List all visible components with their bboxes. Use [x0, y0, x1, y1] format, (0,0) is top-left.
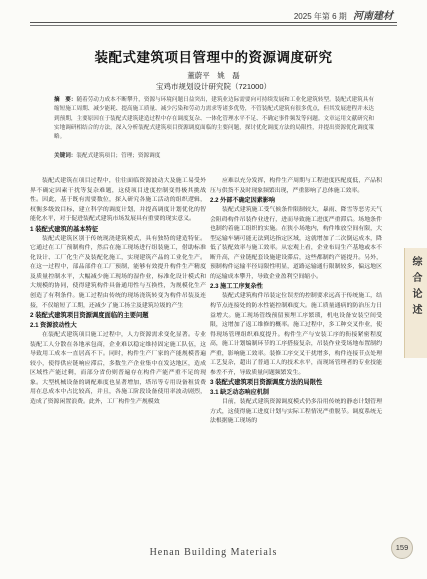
body-paragraph: 在装配式建筑项目施工过程中，人力资源需求变化显著。专业装配工人分散在各地承包商，企业难以稳定维持固定施工队伍，这导致用工成本一直居高不下。同时，构件生产厂家的产能规模普遍较小，使得供应链响应滞后，多数生产企业集中在发达地区，造成区域性产能过剩，而部分省份则普遍存在构件产能严重不足的现象。大型机械设备的调配难度也显著增加，塔吊等专用设备租赁费用在总成本中占比较高，并且，各施工阶段设备使用率波动剧烈，造成了资源闲置浪费。此外，工厂构件生产规模效 [30, 332, 206, 405]
article-title: 装配式建筑项目管理中的资源调度研究 [94, 50, 333, 66]
header-rule [30, 22, 397, 23]
section-heading: 2.2 外部不确定因素影响 [210, 197, 276, 205]
section-heading: 2.1 资源波动性大 [30, 322, 77, 330]
body-column-left [30, 177, 206, 407]
section-heading: 3 装配式建筑项目资源调度方法的局限性 [210, 379, 323, 387]
header-issue-line [294, 7, 393, 22]
page-header [0, 0, 427, 40]
article-authors: 董蔚平 姚 磊 [187, 71, 240, 80]
abstract-label: 摘 要： [54, 97, 77, 103]
section-side-tab [404, 248, 427, 358]
body-paragraph: 应难以充分发挥，构件生产周期与工程进度匹配度低，产品积压与供货不及时现象频繁出现，严重影响了总体施工效率。 [210, 178, 382, 194]
section-heading: 2.3 施工工序复杂性 [210, 283, 263, 291]
section-heading: 3.1 缺乏动态响应机制 [210, 389, 269, 397]
section-heading: 2 装配式建筑项目资源调度面临的主要问题 [30, 312, 149, 320]
body-paragraph: 装配式建筑区别于传统现浇建筑模式，具有独特的建造特征。它通过在工厂预制构件，然后在施工现场进行组装施工，借助标准化设计、工厂化生产及装配化施工，实现建筑产品的工业化生产。在这一过程中，部品部件在工厂预制，能够有效提升构件生产精度及质量控制水平，大幅减少施工现场的湿作业，标准化设计模式和大规模的协同，使得建筑构件具备通用性与互换性，为规模化生产创造了有利条件。施工过程由传统的现场浇筑转变为构件吊装及连接，不仅缩短了工期，还减少了施工扬尘及建筑垃圾的产生 [30, 235, 206, 309]
body-paragraph: 装配式建筑在项目过程中，往往面临资源波动大及施工易受外界不确定因素干扰等复杂难题，这使项目进度控制变得极其挑战性。因此，基于既有需要数位，探入研究各施工活动的组织逻辑，权衡多级效目标，建立科学的调度计划，并提高调度计划优化的智能化水平，对于促进装配式建筑市场发展具有重要的现实意义。 [30, 178, 206, 223]
body-paragraph: 装配式建筑构件吊装定位误差的控制要求远高于传统施工，结构节点连接处的防水性能控制难度大。施工质量通病的防治压力日益增大。施工现场管线预留预埋工序繁琐，机电设备安装空间受限，这增加了返工维修的概率。施工过程中，多工种交叉作业，使得现场管理组织难度提升。构件生产与安装工序的衔接紧密程度高，施工计划编制环节的工序搭接复杂，吊装作业受场地布置制约严重，影响施工效率。装修工序交叉干扰增多，构件连接节点处理工艺复杂，超出了普通工人的技术水平，而现场管理者的专业技能参差不齐，导致质量问题频繁发生。 [210, 293, 382, 376]
body-paragraph: 目前，装配式建筑资源调度模式仍多沿用传统的静态计划管理方式，这使得施工进度计划与实际工程情况严重脱节。调度系统无法根据施工现场的 [210, 399, 382, 425]
page-number: 159 [391, 537, 413, 559]
body-column-right [210, 177, 382, 427]
header-issue: 2025 年第 6 期 [293, 12, 347, 21]
keywords-label: 关键词： [54, 153, 77, 159]
body-paragraph: 装配式建筑施工受气候条件限制较大，暴雨、降雪等恶劣天气会阻碍构件吊装作业进行，进而导致施工进度严重滞后。场地条件也制约着施工组织的实施。在狭小场地内，构件堆放空间有限，大型运输车辆可能无法到达指定区域，这就增加了二次倒运成本，降低了装配效率与施工效率。从宏观上看，企业布局生产基地或本不断升高，产业链配套设施建设滞后，这些都制约产能提升。另外，预制构件运输半径局限性明显，道路运输通行限制较多，偏远地区的运输成本攀升，导致企业盈利空间缩小。 [210, 207, 382, 280]
section-side-tab-label: 综合论述 [410, 256, 421, 320]
header-magazine-name: 河南建材 [353, 11, 393, 22]
footer-journal-name: Henan Building Materials [149, 547, 278, 558]
article-affiliation: 宝鸡市规划设计研究院（721000） [155, 82, 272, 91]
abstract [54, 96, 374, 142]
keywords [54, 152, 374, 161]
keywords-text: 装配式建筑项目；管理；资源调度 [76, 153, 161, 159]
abstract-text: 随着劳动力成本不断攀升，资源与环境问题日益突出，建筑业边际需要向可持续发展和工业化建筑转型。装配式建筑具有缩短施工周期、减少能耗、提高施工质量、减少污染和劳动力需求等诸多优势，不管装配式建筑有很多优点，但其发展进程并未达到预期，主要原因在于装配式建筑建造过程中存在调度复杂、一体化管理水平不足、不确定事件频发等问题。文章运用文献研究和实地调研相结合的方法，深入分析装配式建筑项目资源调度面临的主要问题，探讨优化调度方法的局限性，并提出资源优化调度策略。 [54, 97, 374, 141]
header-rule-thin [30, 25, 397, 26]
section-heading: 1 装配式建筑的基本特征 [30, 225, 99, 233]
